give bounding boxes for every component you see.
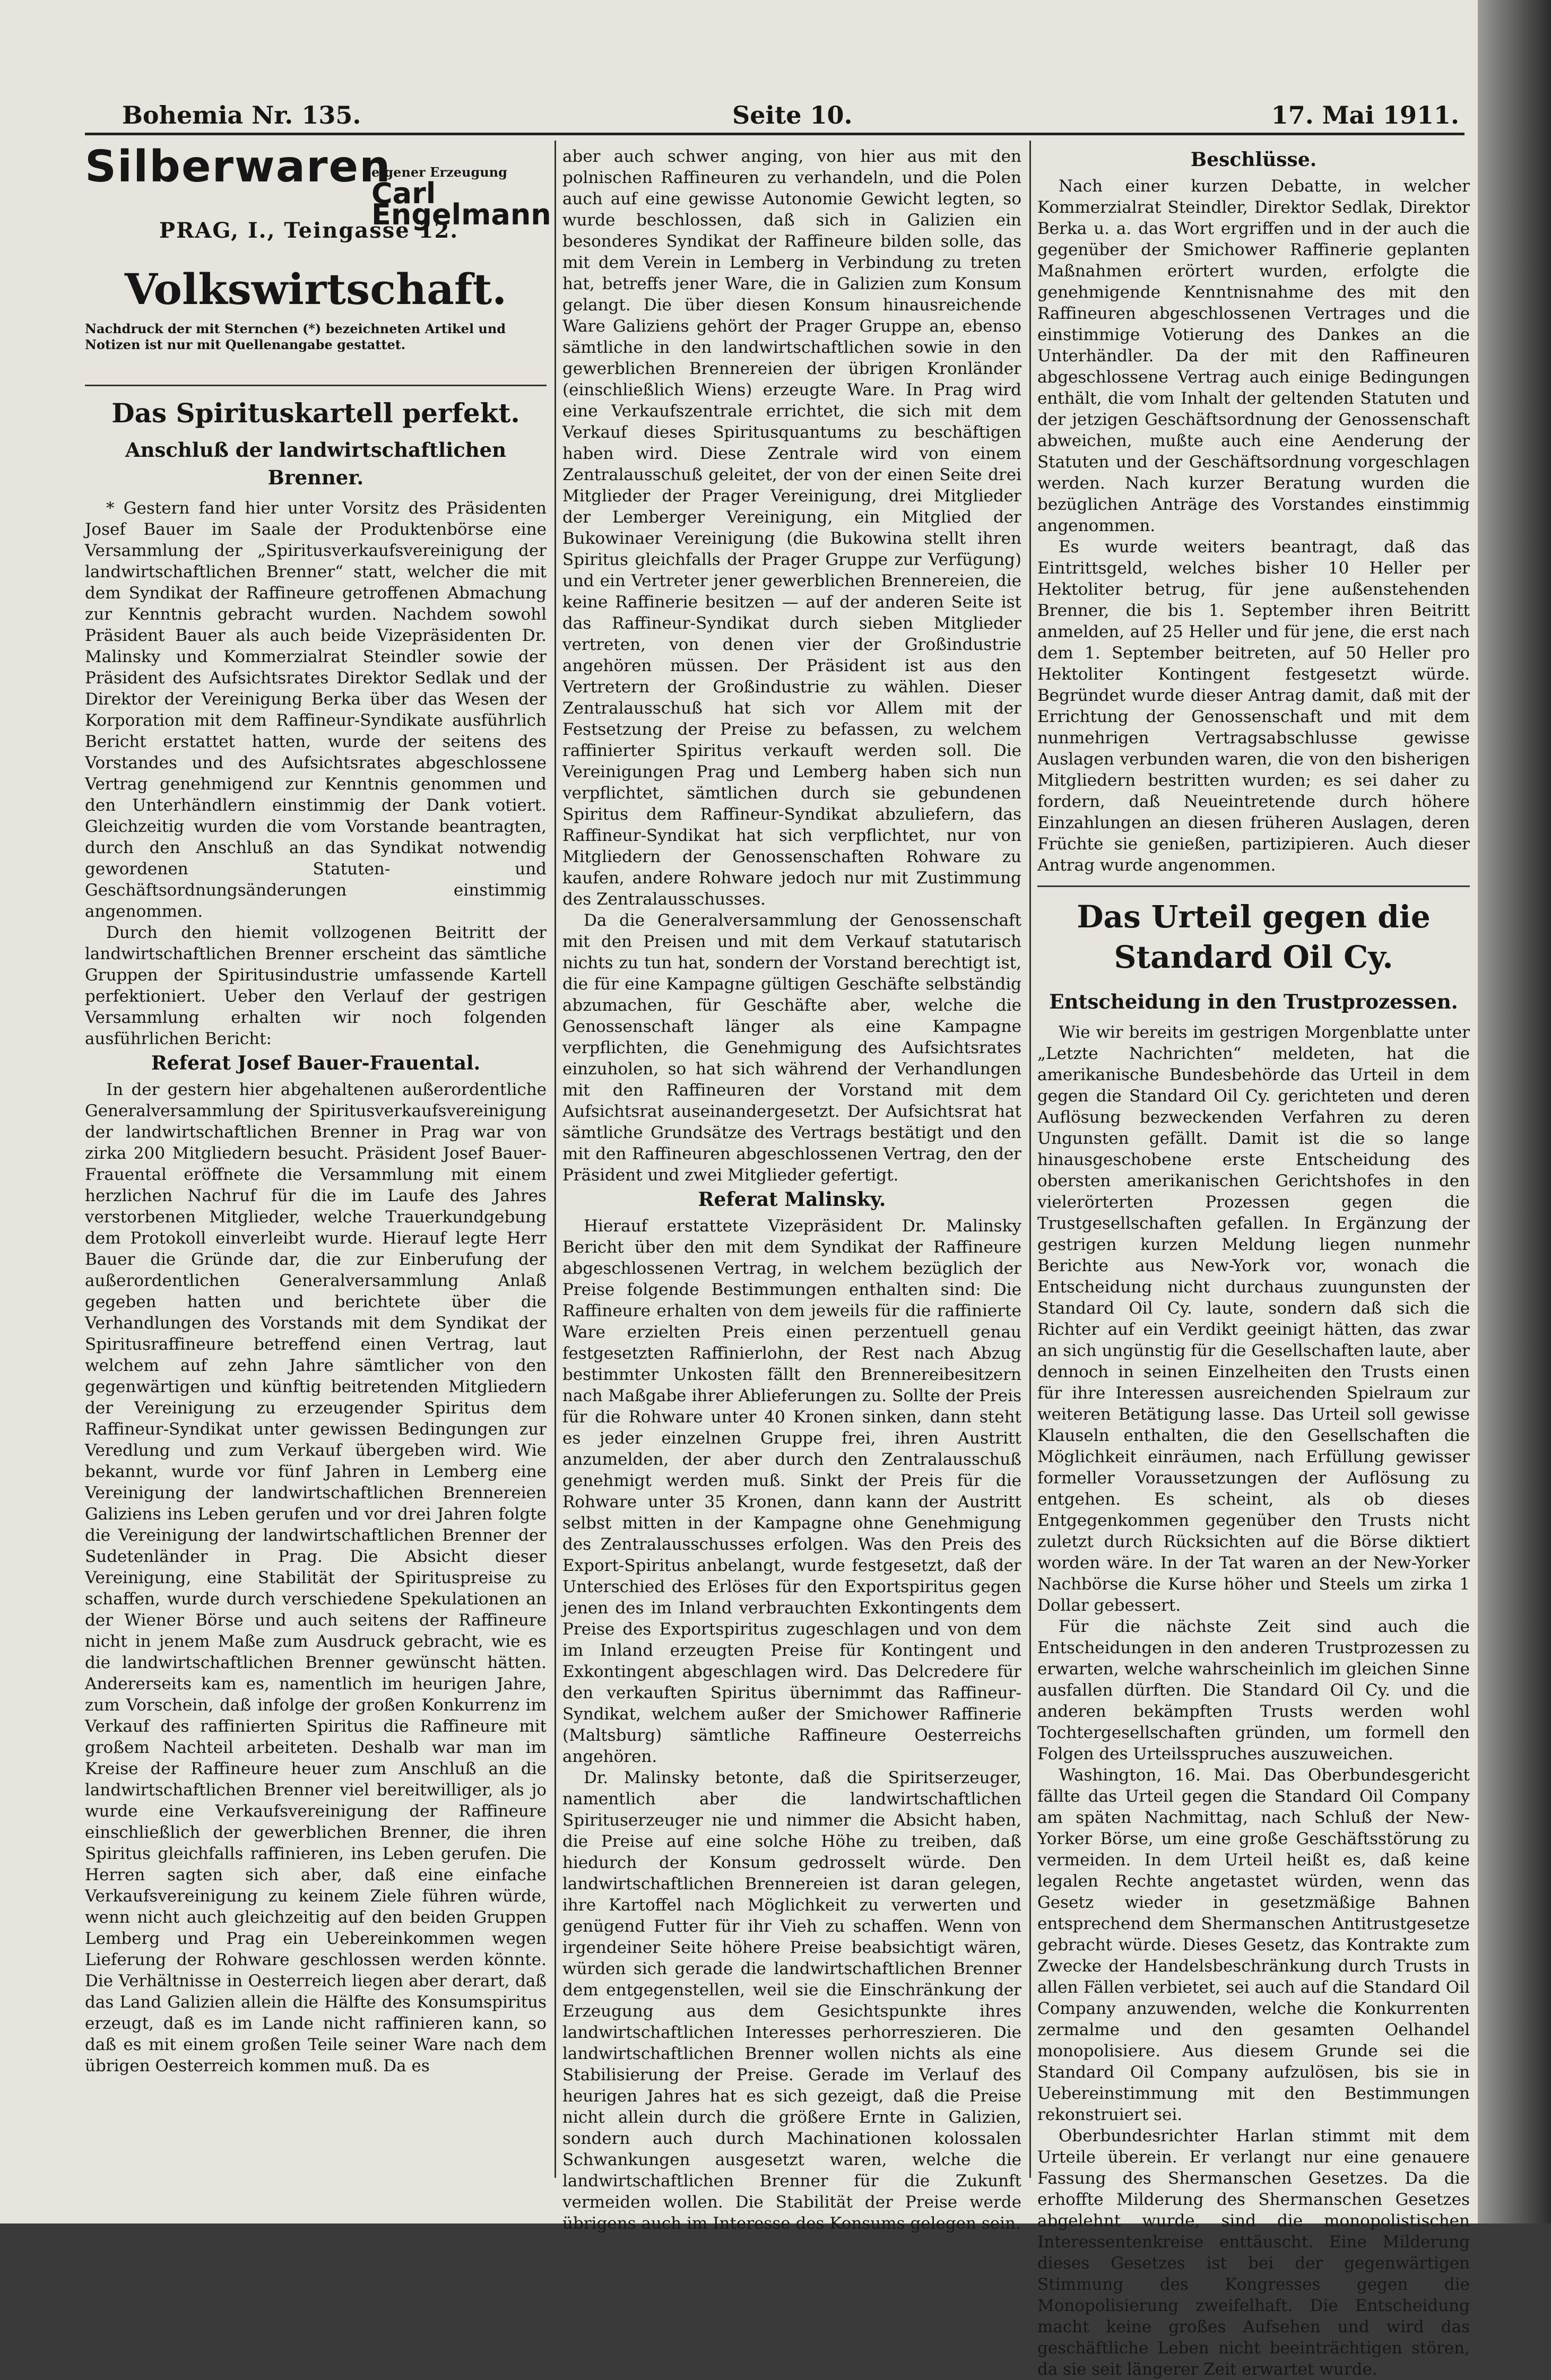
paragraph: Durch den hiemit vollzogenen Beitritt der landwirtschaftlichen Brenner erscheint das sämtliche Gruppen der Spiritusindustrie umfassende Kartell perfektioniert. Ueber den Verlauf der gestrigen Versammlung erhalten wir noch folgenden ausführlichen Bericht: — [85, 923, 547, 1048]
paragraph: Oberbundesrichter Harlan stimmt mit dem Urteile überein. Er verlangt nur eine genauere Fassung des Shermanschen Gesetzes. Da die erhoffte Milderung des Shermanschen Gesetzes abgelehnt wurde, sind die monopolistischen Interessentenkreise enttäuscht. Eine Milderung dieses Gesetzes ist bei der gegenwärtigen Stimmung des Kongresses gegen die Monopolisierung zweifelhaft. Die Entscheidung macht keine großes Aufsehen und wird das geschäftliche Leben nicht beeinträchtigen stören, da sie seit längerer Zeit erwartet wurde. — [1037, 2126, 1470, 2379]
column-1 — [85, 142, 551, 2178]
paragraph: Es wurde weiters beantragt, daß das Eintrittsgeld, welches bisher 10 Heller per Hektoliter betrug, für jene außenstehenden Brenner, die bis 1. September ihren Beitritt anmelden, auf 25 Heller und für jene, die erst nach dem 1. September beitreten, auf 50 Heller pro Hektoliter Kontingent festgesetzt würde. Begründet wurde dieser Antrag damit, daß mit der Errichtung der Genossenschaft und mit dem nunmehrigen Vertragsabschlusse gewisse Auslagen verbunden waren, die von den bisherigen Mitgliedern bestritten wurden; es sei daher zu fordern, daß Neueintretende durch höhere Einzahlungen an diesen früheren Auslagen, deren Früchte sie genießen, partizipieren. Auch dieser Antrag wurde angenommen. — [1037, 537, 1470, 875]
column-rule-1 — [554, 141, 556, 2178]
page-number: Seite 10. — [732, 101, 853, 129]
article-subtitle: Entscheidung in den Trustprozessen. — [1049, 990, 1458, 1013]
paragraph: Für die nächste Zeit sind auch die Entscheidungen in den anderen Trustprozessen zu erwarten, welche wahrscheinlich im gleichen Sinne ausfallen dürften. Die Standard Oil Cy. und die anderen bekämpften Trusts werden wohl Tochtergesellschaften gründen, um formell den Folgen des Urteilsspruches auszuweichen. — [1037, 1617, 1470, 1764]
divider — [85, 385, 547, 386]
ad-address: PRAG, I., Teingasse 12. — [159, 218, 459, 243]
paragraph: * Gestern fand hier unter Vorsitz des Präsidenten Josef Bauer im Saale der Produktenbörse eine Versammlung der „Spiritusverkaufsvereinigung der landwirtschaftlichen Brenner“ statt, welcher die mit dem Syndikat der Raffineure getroffenen Abmachung zur Kenntnis gebracht wurden. Nachdem sowohl Präsident Bauer als auch beide Vizepräsidenten Dr. Malinsky und Kommerzialrat Steindler sowie der Präsident des Aufsichtsrates Direktor Sedlak und der Direktor der Vereinigung Berka über das Wesen der Korporation mit dem Raffineur-Syndikate ausführlich Bericht erstattet hatten, wurde der seitens des Vorstandes und des Aufsichtsrates abgeschlossene Vertrag genehmigend zur Kenntnis genommen und den Unterhändlern einstimmig der Dank votiert. Gleichzeitig wurden die vom Vorstande beantragten, durch den Anschluß an das Syndikat notwendig gewordenen Statuten- und Geschäftsordnungsänderungen einstimmig angenommen. — [85, 499, 547, 921]
reprint-notice: Nachdruck der mit Sternchen (*) bezeichneten Artikel und Notizen ist nur mit Quellenangabe gestattet. — [85, 321, 506, 352]
ad-tagline: eigener Erzeugung — [371, 164, 507, 180]
ad-maker: Carl Engelmann — [371, 177, 551, 231]
issue-date: 17. Mai 1911. — [1271, 101, 1459, 129]
section-title: Volkswirtschaft. — [124, 264, 507, 314]
ad-brand: Silberwaren — [85, 142, 392, 192]
article-title: Das Spirituskartell perfekt. — [111, 397, 520, 429]
scan-edge — [1478, 0, 1551, 2223]
column-rule-2 — [1029, 141, 1031, 2178]
paragraph: Da die Generalversammlung der Genossenschaft mit den Preisen und mit dem Verkauf statutarisch nichts zu tun hat, sondern der Vorstand berechtigt ist, die für eine Kampagne gültigen Geschäfte selbständig abzumachen, für Geschäfte aber, welche die Genossenschaft länger als eine Kampagne verpflichten, die Genehmigung des Aufsichtsrates einzuholen, so hat sich während der Verhandlungen mit den Raffineuren der Vorstand mit dem Aufsichtsrat auseinandergesetzt. Der Aufsichtsrat hat sämtliche Grundsätze des Vertrags bestätigt und den mit den Raffineuren abgeschlossenen Vertrag, den der Präsident und zwei Mitglieder gefertigt. — [562, 911, 1021, 1185]
paragraph: Washington, 16. Mai. Das Oberbundesgericht fällte das Urteil gegen die Standard Oil Company am späten Nachmittag, nach Schluß der New-Yorker Börse, um eine große Geschäftsstörung zu vermeiden. In dem Urteil heißt es, daß keine legalen Rechte angetastet würden, wenn das Gesetz wieder in gesetzmäßige Bahnen entsprechend dem Shermanschen Antitrustgesetze gebracht würde. Dieses Gesetz, das Kontrakte zum Zwecke der Handelsbeschränkung durch Trusts in allen Fällen verbietet, sei auch auf die Standard Oil Company anzuwenden, welche die Konkurrenten zermalme und den gesamten Oelhandel monopolisiere. Aus diesem Grunde sei die Standard Oil Company aufzulösen, bis sie in Uebereinstimmung mit den Bestimmungen rekonstruiert sei. — [1037, 1766, 1470, 2124]
column-2 — [562, 146, 1021, 2233]
paragraph: Dr. Malinsky betonte, daß die Spiritserzeuger, namentlich aber die landwirtschaftlichen Spirituserzeuger nie und nimmer die Absicht haben, die Preise auf eine solche Höhe zu treiben, daß hiedurch der Konsum gedrosselt würde. Den landwirtschaftlichen Brennereien ist daran gelegen, ihre Kartoffel nach Möglichkeit zu verwerten und genügend Futter für ihr Vieh zu schaffen. Wenn von irgendeiner Seite höhere Preise beabsichtigt wären, würden sich gerade die landwirtschaftlichen Brenner dem entgegenstellen, weil sie die Einschränkung der Erzeugung aus dem Gesichtspunkte ihres landwirtschaftlichen Interesses perhorreszieren. Die landwirtschaftlichen Brenner wollen nichts als eine Stabilisierung der Preise. Gerade im Verlauf des heurigen Jahres hat es sich gezeigt, daß die Preise nicht allein durch die größere Ernte in Galizien, sondern auch durch Machinationen kolossalen Schwankungen ausgesetzt waren, welche die landwirtschaftlichen Brenner für die Zukunft vermeiden wollen. Die Stabilität der Preise werde übrigens auch im Interesse des Konsums gelegen sein. — [562, 1768, 1021, 2233]
paragraph: aber auch schwer anging, von hier aus mit den polnischen Raffineuren zu verhandeln, und die Polen auch auf eine gewisse Autonomie Gewicht legten, so wurde beschlossen, daß sich in Galizien ein besonderes Syndikat der Raffineure bilden solle, das mit dem Verein in Lemberg in Verbindung zu treten hat, betreffs jener Ware, die in Galizien zum Konsum gelangt. Die über diesen Konsum hinausreichende Ware Galiziens gehört der Prager Gruppe an, ebenso sämtliche in den landwirtschaftlichen sowie in den gewerblichen Brennereien der übrigen Kronländer (einschließlich Wiens) erzeugte Ware. In Prag wird eine Verkaufszentrale errichtet, die sich mit dem Verkauf dieses Spiritusquantums zu beschäftigen haben wird. Diese Zentrale wird von einem Zentralausschuß geleitet, der von der einen Seite drei Mitglieder der Prager Vereinigung, drei Mitglieder der Lemberger Vereinigung, ein Mitglied der Bukowinaer Vereinigung (die Bukowina stellt ihren Spiritus gleichfalls der Prager Gruppe zur Verfügung) und ein Vertreter jener gewerblichen Brennereien, die keine Raffinerie besitzen — auf der anderen Seite ist das Raffineur-Syndikat durch sieben Mitglieder vertreten, von denen vier der Großindustrie angehören müssen. Der Präsident ist aus den Vertretern der Großindustrie zu wählen. Dieser Zentralausschuß hat sich vor Allem mit der Festsetzung der Preise zu befassen, zu welchem raffinierter Spiritus verkauft werden soll. Die Vereinigungen Prag und Lemberg haben sich nun verpflichtet, sämtlichen durch sie gebundenen Spiritus dem Raffineur-Syndikat abzuliefern, das Raffineur-Syndikat hat sich verpflichtet, nur von Mitgliedern der Genossenschaften Rohware zu kaufen, andere Rohware jedoch nur mit Zustimmung des Zentralausschusses. — [562, 147, 1021, 909]
subheading: Referat Josef Bauer-Frauental. — [151, 1052, 481, 1074]
paragraph: Nach einer kurzen Debatte, in welcher Kommerzialrat Steindler, Direktor Sedlak, Direktor Berka u. a. das Wort ergriffen und in der auch die gegenüber der Smichower Raffinerie geplanten Maßnahmen erörtert wurden, erfolgte die genehmigende Kenntnisnahme des mit den Raffineuren abgeschlossenen Vertrages und die einstimmige Votierung des Dankes an die Unterhändler. Da der mit den Raffineuren abgeschlossene Vertrag auch einige Bedingungen enthält, die vom Inhalt der geltenden Statuten und der jetzigen Geschäftsordnung der Genossenschaft abweichen, mußte auch eine Aenderung der Statuten und der Geschäftsordnung vorgeschlagen werden. Nach kurzer Beratung wurden die bezüglichen Anträge des Vorstandes einstimmig angenommen. — [1037, 177, 1470, 535]
header-rule — [85, 133, 1465, 135]
article-subtitle: Anschluß der landwirtschaftlichen Brenner. — [125, 438, 507, 489]
paragraph: Hierauf erstattete Vizepräsident Dr. Malinsky Bericht über den mit dem Syndikat der Raffineure abgeschlossenen Vertrag, in welchem bezüglich der Preise folgende Bestimmungen enthalten sind: Die Raffineure erhalten von dem jeweils für die raffinierte Ware erzielten Preis einen perzentuell genau festgesetzten Raffinierlohn, der Rest nach Abzug bestimmter Unkosten fällt den Brennereibesitzern nach Maßgabe ihrer Ablieferungen zu. Sollte der Preis für die Rohware unter 40 Kronen sinken, dann steht es jeder einzelnen Gruppe frei, ihren Austritt anzumelden, der aber durch den Zentralausschuß genehmigt werden muß. Sinkt der Preis für die Rohware unter 35 Kronen, dann kann der Austritt selbst mitten in der Kampagne ohne Genehmigung des Zentralausschusses erfolgen. Was den Preis des Export-Spiritus anbelangt, wurde festgesetzt, daß der Unterschied des Erlöses für den Exportspiritus gegen jenen des im Inland verbrauchten Exkontingents dem Preise des Exportspiritus zugeschlagen und von dem im Inland erzeugten Preise für Kontingent und Exkontingent abgeschlagen wird. Das Delcredere für den verkauften Spiritus übernimmt das Raffineur-Syndikat, welchem außer der Smichower Raffinerie (Maltsburg) sämtliche Raffineure Oesterreichs angehören. — [562, 1217, 1021, 1766]
issue-number: Bohemia Nr. 135. — [122, 101, 361, 129]
article-title: Das Urteil gegen die Standard Oil Cy. — [1077, 899, 1431, 975]
column-3 — [1037, 146, 1470, 2379]
subheading: Beschlüsse. — [1190, 149, 1317, 171]
paragraph: In der gestern hier abgehaltenen außerordentliche Generalversammlung der Spiritusverkaufsvereinigung der landwirtschaftlichen Brenner in Prag war von zirka 200 Mitgliedern besucht. Präsident Josef Bauer-Frauental eröffnete die Versammlung mit einem herzlichen Nachruf für die im Laufe des Jahres verstorbenen Mitglieder, welche Trauerkundgebung dem Protokoll einverleibt wurde. Hierauf legte Herr Bauer die Gründe dar, die zur Einberufung der außerordentlichen Generalversammlung Anlaß gegeben hatten und berichtete über die Verhandlungen des Vorstands mit dem Syndikat der Spiritusraffineure betreffend einen Vertrag, laut welchem auf zehn Jahre sämtlicher von den gegenwärtigen und künftig beitretenden Mitgliedern der Vereinigung zu erzeugender Spiritus dem Raffineur-Syndikat unter gewissen Bedingungen zur Veredlung und zum Verkauf übergeben wird. Wie bekannt, wurde vor fünf Jahren in Lemberg eine Vereinigung der landwirtschaftlichen Brennereien Galiziens ins Leben gerufen und vor drei Jahren folgte die Vereinigung der landwirtschaftlichen Brenner der Sudetenländer in Prag. Die Absicht dieser Vereinigung, eine Stabilität der Spirituspreise zu schaffen, wurde durch verschiedene Spekulationen an der Wiener Börse und auch seitens der Raffineure nicht in jenem Maße zum Ausdruck gebracht, wie es die landwirtschaftlichen Brenner gewünscht hätten. Andererseits kam es, namentlich im heurigen Jahre, zum Vorschein, daß infolge der großen Konkurrenz im Verkauf des raffinierten Spiritus die Raffineure mit großem Nachteil arbeiteten. Deshalb war man im Kreise der Raffineure heuer zum Anschluß an die landwirtschaftlichen Brenner viel bereitwilliger, als jo wurde eine Verkaufsvereinigung der Raffineure einschließlich der gewerblichen Brenner, die ihren Spiritus gleichfalls raffinieren, ins Leben gerufen. Die Herren sagten sich aber, daß eine einfache Verkaufsvereinigung zu keinem Ziele führen würde, wenn nicht auch gleichzeitig auf den beiden Gruppen Lemberg und Prag ein Uebereinkommen wegen Lieferung der Rohware geschlossen werden könnte. Die Verhältnisse in Oesterreich liegen aber derart, daß das Land Galizien allein die Hälfte des Konsumspiritus erzeugt, daß es im Lande nicht raffinieren kann, so daß es mit einem großen Teile seiner Ware nach dem übrigen Oesterreich kommen muß. Da es — [85, 1080, 547, 2075]
advertisement — [85, 142, 551, 257]
subheading: Referat Malinsky. — [698, 1188, 886, 1211]
divider — [1037, 885, 1470, 887]
paragraph: Wie wir bereits im gestrigen Morgenblatte unter „Letzte Nachrichten“ meldeten, hat die amerikanische Bundesbehörde das Urteil in dem gegen die Standard Oil Cy. gerichteten und deren Auflösung bezweckenden Verfahren zu deren Ungunsten gefällt. Damit ist die so lange hinausgeschobene erste Entscheidung des obersten amerikanischen Gerichtshofes in den vielerörterten Prozessen gegen die Trustgesellschaften gefallen. In Ergänzung der gestrigen kurzen Meldung liegen nunmehr Berichte aus New-York vor, wonach die Entscheidung nicht durchaus zuungunsten der Standard Oil Cy. laute, sondern daß sich die Richter auf ein Verdikt geeinigt hätten, das zwar an sich ungünstig für die Gesellschaften laute, aber dennoch in seinen Einzelheiten den Trusts einen für ihre Interessen ausreichenden Spielraum zur weiteren Betätigung lasse. Das Urteil soll gewisse Klauseln enthalten, die den Gesellschaften die Möglichkeit einräumen, nach Erfüllung gewisser formeller Voraussetzungen der Auflösung zu entgehen. Es scheint, als ob dieses Entgegenkommen gegenüber den Trusts nicht zuletzt durch Rücksichten auf die Börse diktiert worden wäre. In der Tat waren an der New-Yorker Nachbörse die Kurse höher und Steels um zirka 1 Dollar gebessert. — [1037, 1023, 1470, 1615]
